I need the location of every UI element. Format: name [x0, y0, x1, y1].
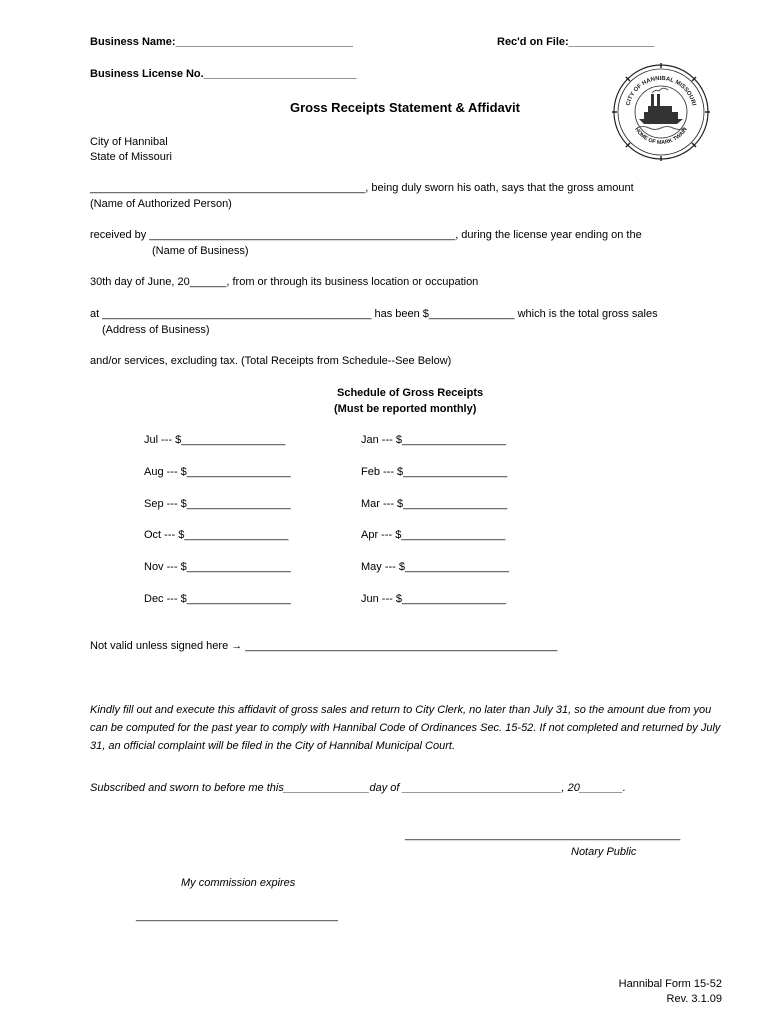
address-sales-line: at ____________________________________________ has been $______________ which is the total gross sales	[90, 308, 658, 320]
month-row-may: May --- $_________________	[361, 561, 510, 573]
month-row-sep: Sep --- $_________________	[144, 498, 291, 510]
state-label: State of Missouri	[90, 151, 172, 163]
authorized-person-caption: (Name of Authorized Person)	[90, 198, 232, 210]
services-line: and/or services, excluding tax. (Total Receipts from Schedule--See Below)	[90, 355, 452, 367]
notary-signature-line: _____________________________________________	[405, 829, 681, 841]
month-row-apr: Apr --- $_________________	[361, 529, 506, 541]
business-license-field: Business License No._________________________	[90, 68, 357, 80]
notary-public-label: Notary Public	[571, 846, 637, 858]
business-name-field: Business Name:_____________________________	[90, 36, 354, 48]
subscribed-sworn-line: Subscribed and sworn to before me this______________day of __________________________, 20_______.	[90, 782, 626, 794]
license-year-line: 30th day of June, 20______, from or through its business location or occupation	[90, 276, 479, 288]
instructions-note: Kindly fill out and execute this affidavit of gross sales and return to City Clerk, no later than July 31, so the amount due from you can be computed for the past year to comply with Hannibal Code of Ordinances Sec. 15-52. If not completed and returned by July 31, an official complaint will be filed in the City of Hannibal Municipal Court.	[90, 704, 721, 752]
revision-number: Rev. 3.1.09	[666, 993, 722, 1005]
form-number: Hannibal Form 15-52	[618, 978, 722, 990]
month-row-jul: Jul --- $_________________	[144, 434, 286, 446]
schedule-title: Schedule of Gross Receipts	[337, 387, 484, 399]
signature-line: Not valid unless signed here → ___________________________________________________	[90, 640, 558, 652]
seal-inner-text: HOME OF MARK TWAIN	[633, 126, 689, 147]
month-row-dec: Dec --- $_________________	[144, 593, 291, 605]
schedule-subtitle: (Must be reported monthly)	[334, 403, 477, 415]
month-row-feb: Feb --- $_________________	[361, 466, 508, 478]
authorized-person-line: _____________________________________________, being duly sworn his oath, says that the gross amount	[90, 182, 634, 194]
month-row-nov: Nov --- $_________________	[144, 561, 291, 573]
month-row-jan: Jan --- $_________________	[361, 434, 506, 446]
business-received-line: received by __________________________________________________, during the license year ending on the	[90, 229, 642, 241]
steamboat-seal-icon	[611, 62, 711, 162]
address-caption: (Address of Business)	[102, 324, 210, 336]
month-row-oct: Oct --- $_________________	[144, 529, 289, 541]
commission-expires-label: My commission expires	[181, 877, 296, 889]
recd-on-file-field: Rec'd on File:______________	[497, 36, 655, 48]
city-label: City of Hannibal	[90, 136, 168, 148]
month-row-aug: Aug --- $_________________	[144, 466, 291, 478]
svg-text:CITY OF HANNIBAL MISSOURI	[626, 76, 697, 107]
seal-outer-text: CITY OF HANNIBAL MISSOURI	[625, 75, 697, 107]
commission-line: _________________________________	[136, 910, 338, 922]
business-name-caption: (Name of Business)	[152, 245, 249, 257]
page-title: Gross Receipts Statement & Affidavit	[290, 100, 520, 115]
month-row-jun: Jun --- $_________________	[361, 593, 506, 605]
month-row-mar: Mar --- $_________________	[361, 498, 508, 510]
